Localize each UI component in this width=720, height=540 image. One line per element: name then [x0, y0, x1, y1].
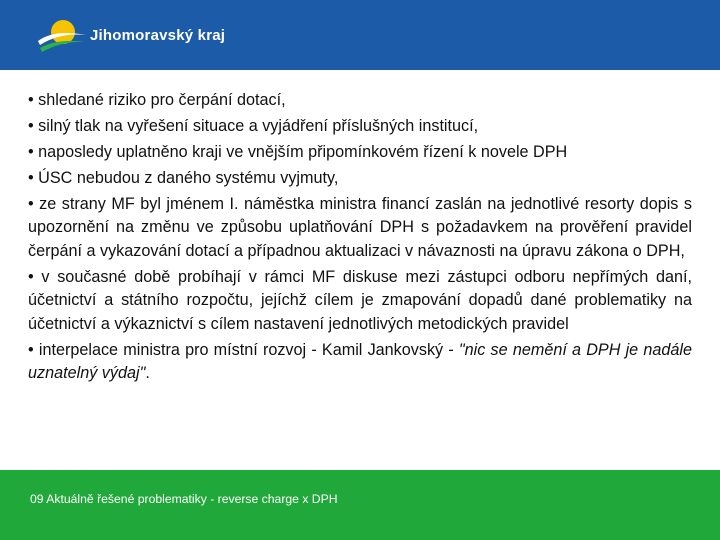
bullet-list — [28, 89, 692, 385]
bullet-item: • ze strany MF byl jménem I. náměstka ministra financí zaslán na jednotlivé resorty dopis s upozornění na změnu ve způsobu uplatňování DPH s požadavkem na prověření pravidel čerpání a vykazování dotací a případnou aktualizaci v návaznosti na úpravu zákona o DPH, — [28, 195, 692, 260]
footer-bar — [0, 470, 720, 540]
bullet-item-interpelace — [28, 339, 692, 386]
footer-title: 09 Aktuálně řešené problematiky - reverse charge x DPH — [30, 492, 338, 506]
bullet-item: • ÚSC nebudou z daného systému vyjmuty, — [28, 169, 339, 187]
bullet-item: • naposledy uplatněno kraji ve vnějším připomínkovém řízení k novele DPH — [28, 143, 568, 161]
bullet-suffix: . — [145, 364, 150, 383]
jihomoravsky-kraj-logo-icon — [36, 14, 88, 54]
bullet-prefix: • interpelace ministra pro místní rozvoj - Kamil Jankovský - — [28, 340, 459, 359]
bullet-item: • v současné době probíhají v rámci MF diskuse mezi zástupci odboru nepřímých daní, účetnictví a státního rozpočtu, jejíchž cílem je zmapování dopadů dané problematiky na účetnictví a výkaznictví s cílem nastavení jednotlivých metodických pravidel — [28, 267, 692, 333]
bullet-quote: "nic se nemění a DPH je nadále uznatelný výdaj" — [28, 340, 692, 383]
header-bar — [0, 0, 720, 70]
bullet-item: • shledané riziko pro čerpání dotací, — [28, 91, 286, 109]
brand-name: Jihomoravský kraj — [90, 27, 226, 44]
bullet-item: • silný tlak na vyřešení situace a vyjádření příslušných institucí, — [28, 117, 479, 135]
